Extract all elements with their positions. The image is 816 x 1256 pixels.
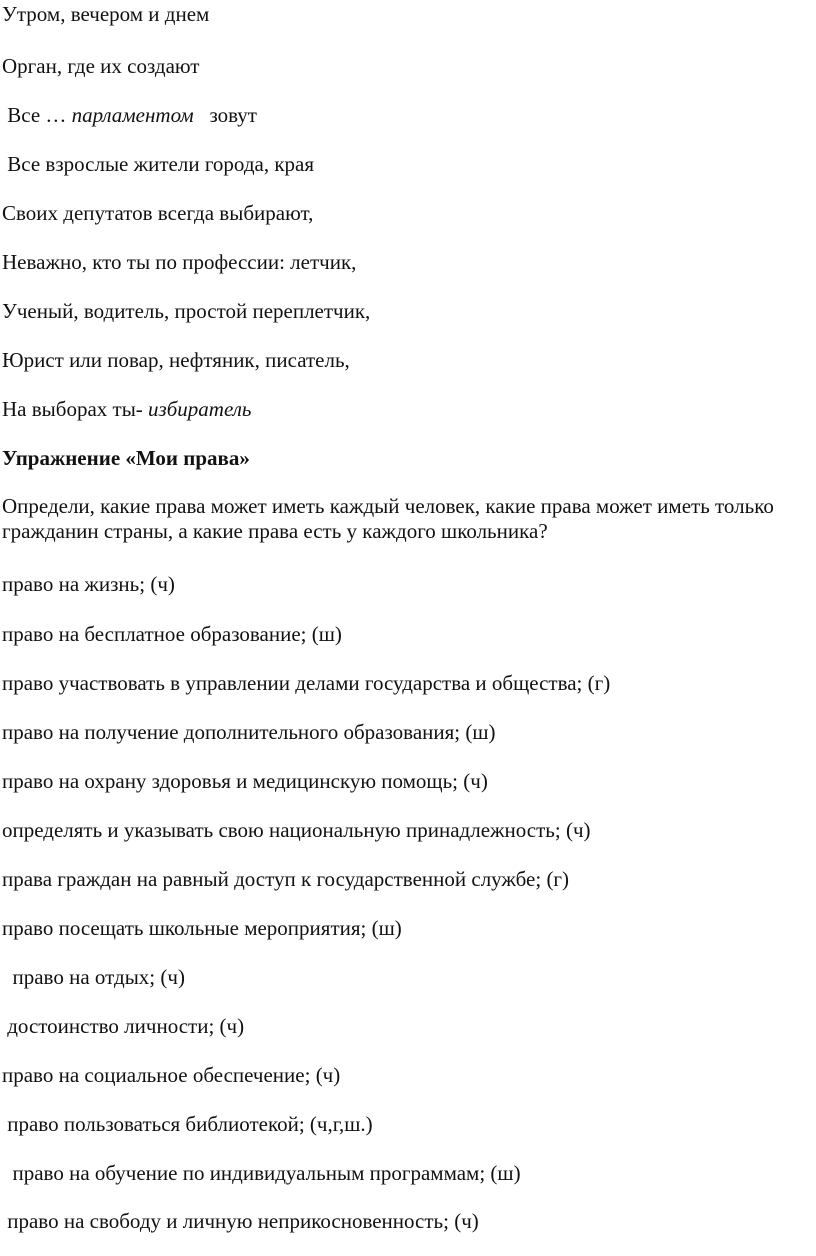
poem-emphasis: парламентом (71, 103, 194, 127)
poem-text: На выборах ты- (2, 397, 149, 421)
poem-line: Своих депутатов всегда выбирают, (2, 201, 314, 225)
right-item: право на обучение по индивидуальным программам; (ш) (2, 1161, 521, 1185)
right-item: права граждан на равный доступ к государственной службе; (г) (2, 867, 570, 891)
right-item: право на жизнь; (ч) (2, 572, 175, 596)
poem-line: Все взрослые жители города, края (2, 152, 315, 176)
poem-line: Неважно, кто ты по профессии: летчик, (2, 250, 357, 274)
poem-emphasis: избиратель (148, 397, 252, 421)
right-item: право участвовать в управлении делами государства и общества; (г) (2, 671, 611, 695)
exercise-title: Упражнение «Мои права» (2, 446, 250, 470)
exercise-instruction: Определи, какие права может иметь каждый человек, какие права может иметь только гражданин страны, а какие права есть у каждого школьника? (2, 494, 774, 543)
poem-line: Ученый, водитель, простой переплетчик, (2, 299, 371, 323)
poem-line: Юрист или повар, нефтяник, писатель, (2, 348, 350, 372)
right-item: право на бесплатное образование; (ш) (2, 622, 342, 646)
right-item: достоинство личности; (ч) (2, 1014, 245, 1038)
right-item: право на социальное обеспечение; (ч) (2, 1063, 341, 1087)
poem-line (2, 397, 251, 422)
right-item: право на получение дополнительного образования; (ш) (2, 720, 496, 744)
right-item: право посещать школьные мероприятия; (ш) (2, 916, 402, 940)
right-item: право на отдых; (ч) (2, 965, 185, 989)
right-item: определять и указывать свою национальную принадлежность; (ч) (2, 818, 591, 842)
right-item: право пользоваться библиотекой; (ч,г,ш.) (2, 1112, 373, 1136)
right-item: право на свободу и личную неприкосновенность; (ч) (2, 1209, 479, 1233)
poem-text: зовут (193, 103, 257, 127)
poem-line: Утром, вечером и днем (2, 2, 210, 26)
poem-line (2, 103, 257, 128)
poem-text: Все … (2, 103, 72, 127)
poem-line: Орган, где их создают (2, 54, 200, 78)
right-item: право на охрану здоровья и медицинскую помощь; (ч) (2, 769, 488, 793)
